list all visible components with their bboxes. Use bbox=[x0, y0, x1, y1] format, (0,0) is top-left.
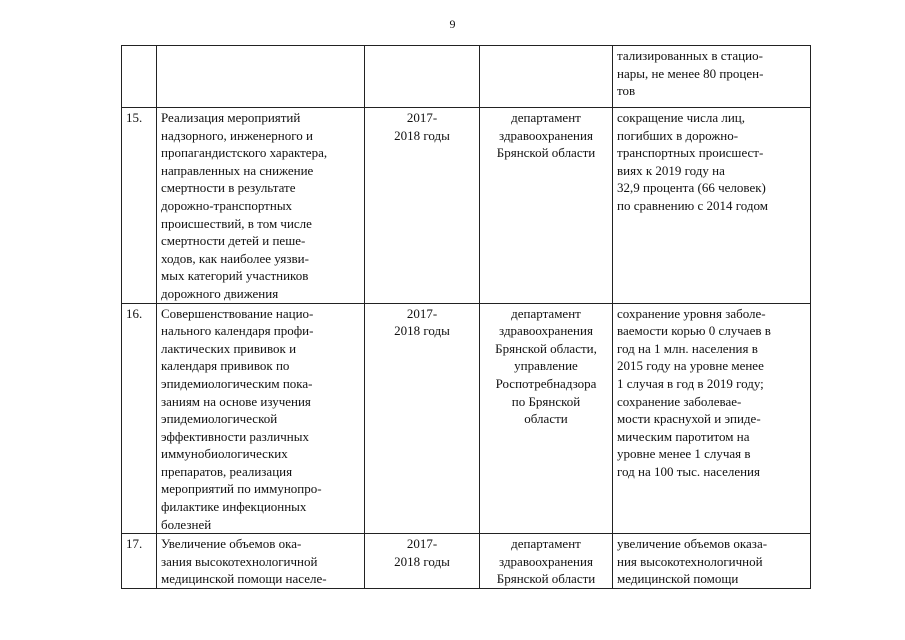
executor-cell bbox=[480, 303, 613, 534]
result-text: сокращение числа лиц, погибших в дорожно- транспортных происшест- виях к 2019 году на 32,9 процента (66 человек) по сравнению с 2014 годом bbox=[617, 110, 768, 213]
row-number: 16. bbox=[126, 305, 143, 321]
measure-text: Совершенствование нацио- нального календаря профи- лактических прививок и календаря прививок по эпидемиологическим пока- заниям на основе изучения эпидемиологической эффективности различных иммунобиологических препаратов, реализация мероприятий по иммунопро- филактике инфекционных болезней bbox=[161, 305, 322, 532]
period-cell bbox=[365, 303, 480, 534]
result-cell bbox=[613, 534, 811, 589]
table-row-continuation bbox=[122, 46, 811, 108]
executor-cell bbox=[480, 46, 613, 108]
row-number-cell bbox=[122, 303, 157, 534]
period-cell bbox=[365, 534, 480, 589]
row-number-cell bbox=[122, 108, 157, 304]
period-cell bbox=[365, 108, 480, 304]
row-number: 17. bbox=[126, 536, 143, 552]
measure-cell bbox=[157, 534, 365, 589]
executor-text: департамент здравоохранения Брянской области, управление Роспотребнадзора по Брянской области bbox=[495, 305, 597, 427]
period-cell bbox=[365, 46, 480, 108]
page-number: 9 bbox=[449, 17, 456, 31]
table-row bbox=[122, 303, 811, 534]
result-cell bbox=[613, 46, 811, 108]
table-row bbox=[122, 108, 811, 304]
period-text: 2017- 2018 годы bbox=[394, 110, 450, 143]
result-cell bbox=[613, 303, 811, 534]
result-text: увеличение объемов оказа- ния высокотехнологичной медицинской помощи bbox=[617, 536, 768, 587]
measure-cell bbox=[157, 303, 365, 534]
executor-text: департамент здравоохранения Брянской области bbox=[496, 110, 596, 161]
executor-cell bbox=[480, 534, 613, 589]
result-text: тализированных в стацио- нары, не менее 80 процен- тов bbox=[617, 48, 764, 99]
table-row bbox=[122, 534, 811, 589]
executor-text: департамент здравоохранения Брянской области bbox=[496, 536, 596, 587]
measure-text: Увеличение объемов ока- зания высокотехнологичной медицинской помощи населе- bbox=[161, 536, 327, 587]
measure-cell bbox=[157, 46, 365, 108]
measures-table bbox=[121, 45, 811, 589]
measure-cell bbox=[157, 108, 365, 304]
row-number: 15. bbox=[126, 110, 143, 125]
period-text: 2017- 2018 годы bbox=[394, 536, 450, 569]
row-number-cell bbox=[122, 534, 157, 589]
result-text: сохранение уровня заболе- ваемости корью 0 случаев в год на 1 млн. населения в 2015 году на уровне менее 1 случая в год в 2019 году; сохранение заболевае- мости краснухой и эпиде- мическим паротитом на уровне менее 1 случая в год на 100 тыс. населения bbox=[617, 305, 771, 479]
row-number-cell bbox=[122, 46, 157, 108]
result-cell bbox=[613, 108, 811, 304]
executor-cell bbox=[480, 108, 613, 304]
period-text: 2017- 2018 годы bbox=[394, 305, 450, 339]
measure-text: Реализация мероприятий надзорного, инженерного и пропагандистского характера, направленных на снижение смертности в результате дорожно-транспортных происшествий, в том числе смертности детей и пеше- ходов, как наиболее уязви- мых категорий участников дорожного движения bbox=[161, 110, 328, 301]
